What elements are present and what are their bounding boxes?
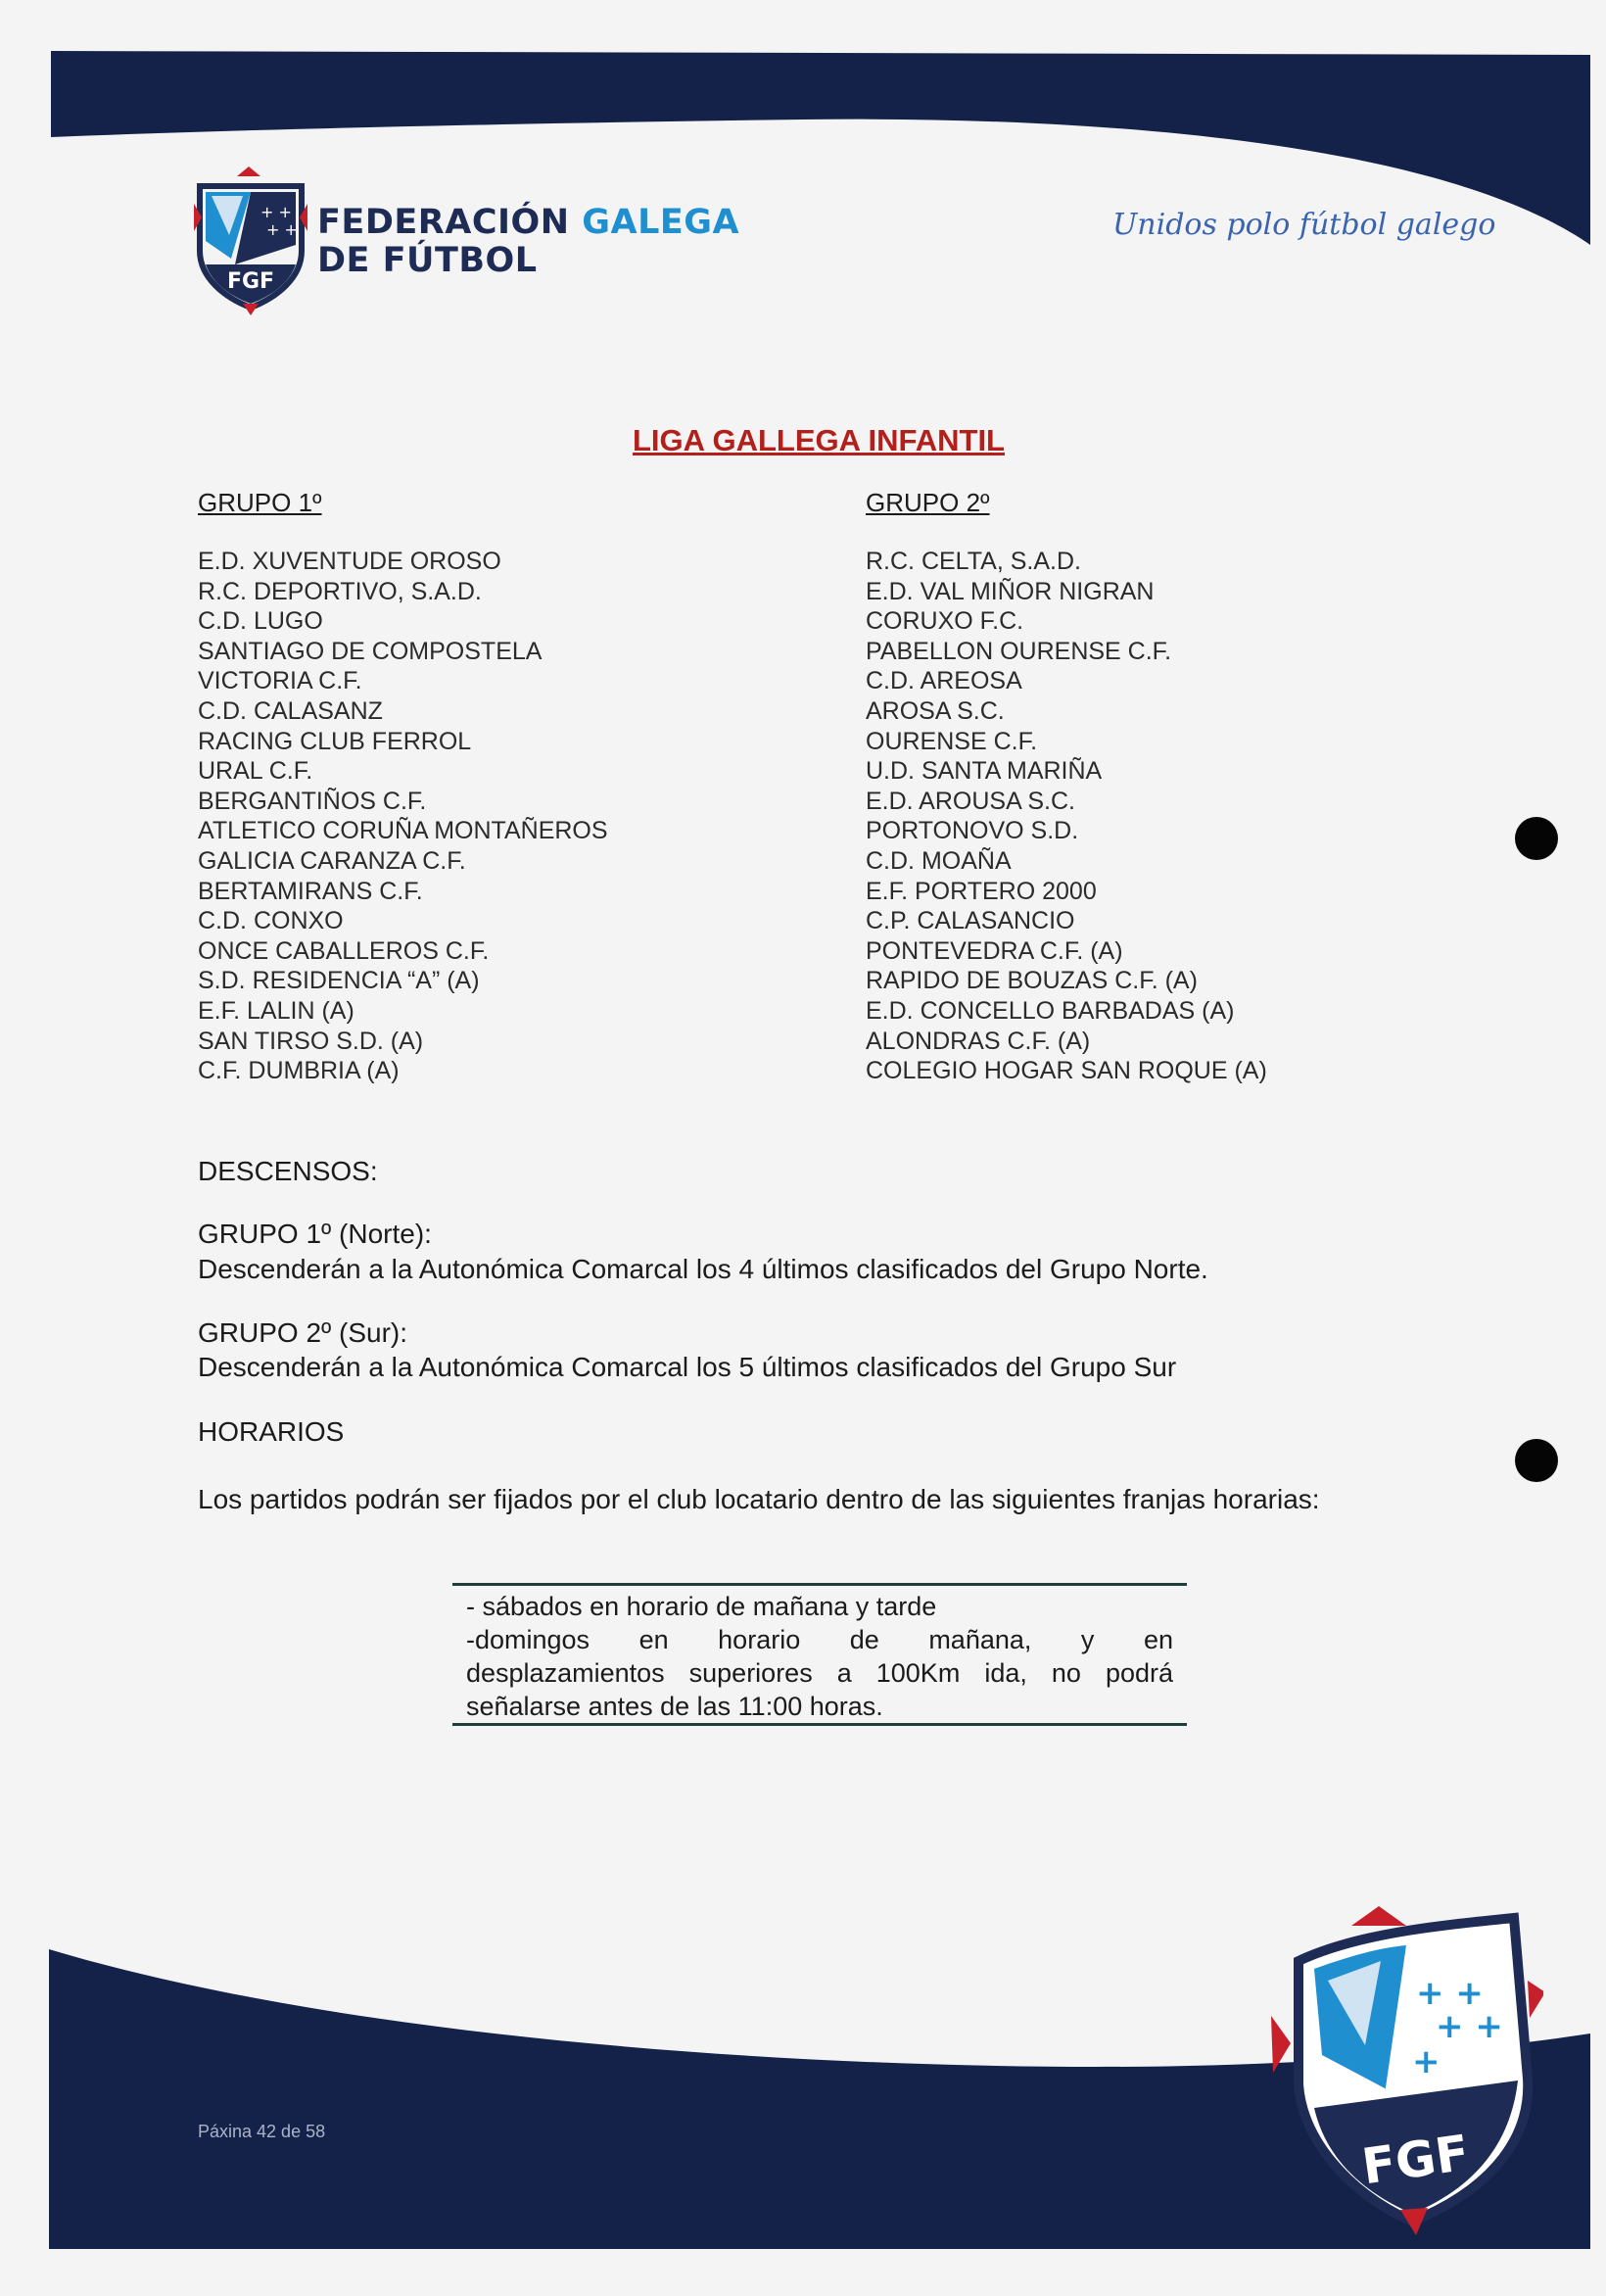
svg-text:+: +	[1412, 2042, 1441, 2081]
team-item: U.D. SANTA MARIÑA	[866, 757, 1103, 786]
federation-name-line2: DE FÚTBOL	[317, 241, 538, 280]
team-item: OURENSE C.F.	[866, 727, 1038, 755]
horarios-heading: HORARIOS	[198, 1416, 345, 1447]
team-item: ONCE CABALLEROS C.F.	[198, 936, 490, 965]
team-item: E.F. PORTERO 2000	[866, 877, 1097, 905]
team-item: C.F. DUMBRIA (A)	[198, 1057, 400, 1085]
svg-text:+ +: + +	[1436, 2007, 1503, 2046]
team-item: COLEGIO HOGAR SAN ROQUE (A)	[866, 1057, 1267, 1085]
team-item: PORTONOVO S.D.	[866, 817, 1079, 845]
team-item: RAPIDO DE BOUZAS C.F. (A)	[866, 967, 1198, 995]
group2-heading: GRUPO 2º	[866, 488, 990, 517]
schedule-box	[452, 1583, 1187, 1726]
team-item: URAL C.F.	[198, 757, 313, 786]
rule2-text: Descenderán a la Autonómica Comarcal los 5 últimos clasificados del Grupo Sur	[198, 1352, 1177, 1382]
federation-name-accent: GALEGA	[582, 203, 740, 242]
group1-heading: GRUPO 1º	[198, 488, 322, 517]
federation-name-line1	[317, 203, 739, 242]
team-item: E.D. VAL MIÑOR NIGRAN	[866, 577, 1155, 605]
team-item: C.D. LUGO	[198, 607, 323, 636]
team-item: ALONDRAS C.F. (A)	[866, 1027, 1091, 1055]
descensos-heading: DESCENSOS:	[198, 1156, 378, 1186]
team-item: E.F. LALIN (A)	[198, 996, 354, 1025]
team-item: PONTEVEDRA C.F. (A)	[866, 936, 1123, 965]
fgf-crest-logo	[192, 163, 309, 315]
page-number: Páxina 42 de 58	[198, 2122, 326, 2141]
team-item: E.D. CONCELLO BARBADAS (A)	[866, 996, 1235, 1025]
fgf-footer-crest-logo	[1269, 1898, 1543, 2235]
team-item: C.D. AREOSA	[866, 667, 1022, 695]
team-item: VICTORIA C.F.	[198, 667, 362, 695]
schedule-item-sunday-line1: -domingos en horario de mañana, y en	[466, 1625, 1173, 1654]
document-title: LIGA GALLEGA INFANTIL	[632, 423, 1005, 457]
horarios-intro: Los partidos podrán ser fijados por el club locatario dentro de las siguientes franjas horarias:	[198, 1484, 1320, 1514]
team-item: RACING CLUB FERROL	[198, 727, 472, 755]
team-item: SANTIAGO DE COMPOSTELA	[198, 637, 543, 665]
svg-text:+ +: + +	[260, 203, 292, 221]
team-item: R.C. DEPORTIVO, S.A.D.	[198, 577, 482, 605]
rule2-heading: GRUPO 2º (Sur):	[198, 1317, 408, 1348]
footer-logo-text: FGF	[1358, 2124, 1473, 2196]
schedule-item-sunday-line3: señalarse antes de las 11:00 horas.	[466, 1692, 883, 1721]
team-item: SAN TIRSO S.D. (A)	[198, 1027, 424, 1055]
slogan: Unidos polo fútbol galego	[1112, 208, 1496, 242]
team-item: PABELLON OURENSE C.F.	[866, 637, 1172, 665]
team-item: CORUXO F.C.	[866, 607, 1024, 636]
team-item: ATLETICO CORUÑA MONTAÑEROS	[198, 817, 608, 845]
binder-hole	[1515, 817, 1558, 860]
team-item: AROSA S.C.	[866, 696, 1005, 725]
team-item: BERTAMIRANS C.F.	[198, 877, 423, 905]
svg-text:+ +: + +	[266, 220, 298, 239]
binder-hole	[1515, 1439, 1558, 1482]
group1-team-list	[198, 547, 608, 1086]
team-item: E.D. XUVENTUDE OROSO	[198, 548, 501, 575]
schedule-item-saturday: - sábados en horario de mañana y tarde	[466, 1592, 937, 1621]
group2-team-list	[866, 547, 1267, 1086]
rule1-text: Descenderán a la Autonómica Comarcal los 4 últimos clasificados del Grupo Norte.	[198, 1254, 1208, 1284]
team-item: C.D. CONXO	[198, 907, 344, 935]
team-item: GALICIA CARANZA C.F.	[198, 846, 466, 875]
svg-text:+ +: + +	[1416, 1974, 1484, 2013]
team-item: S.D. RESIDENCIA “A” (A)	[198, 967, 480, 995]
federation-name-primary: FEDERACIÓN	[317, 203, 570, 242]
rule1-heading: GRUPO 1º (Norte):	[198, 1219, 432, 1249]
schedule-item-sunday-line2: desplazamientos superiores a 100Km ida, no podrá	[466, 1658, 1173, 1688]
team-item: E.D. AROUSA S.C.	[866, 787, 1075, 815]
header-logo-text: FGF	[226, 269, 275, 294]
team-item: BERGANTIÑOS C.F.	[198, 787, 427, 815]
team-item: C.D. CALASANZ	[198, 696, 383, 725]
team-item: C.D. MOAÑA	[866, 846, 1012, 875]
team-item: R.C. CELTA, S.A.D.	[866, 548, 1081, 575]
team-item: C.P. CALASANCIO	[866, 907, 1075, 935]
